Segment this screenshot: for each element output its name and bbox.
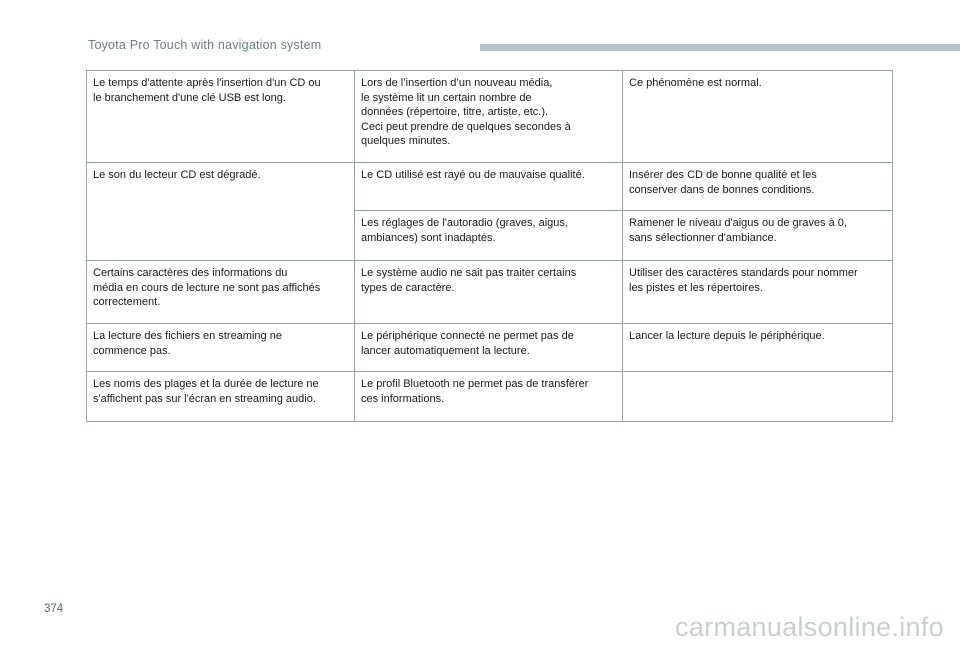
solution-cell: Lancer la lecture depuis le périphérique.	[623, 324, 893, 372]
table-row	[87, 261, 893, 324]
table-row	[87, 324, 893, 372]
problem-cell: La lecture des fichiers en streaming ne commence pas.	[87, 324, 355, 372]
solution-cell: Ramener le niveau d'aigus ou de graves à 0, sans sélectionner d'ambiance.	[623, 211, 893, 261]
cause-cell: Le système audio ne sait pas traiter certains types de caractère.	[355, 261, 623, 324]
page-number: 374	[44, 603, 64, 615]
problem-cell: Certains caractères des informations du média en cours de lecture ne sont pas affichés correctement.	[87, 261, 355, 324]
solution-cell	[623, 372, 893, 422]
header-title: Toyota Pro Touch with navigation system	[88, 38, 322, 52]
solution-cell: Ce phénomène est normal.	[623, 71, 893, 163]
troubleshooting-table	[86, 70, 893, 422]
cause-cell: Le périphérique connecté ne permet pas de lancer automatiquement la lecture.	[355, 324, 623, 372]
header-bar	[480, 44, 960, 51]
problem-cell: Les noms des plages et la durée de lecture ne s'affichent pas sur l'écran en streaming audio.	[87, 372, 355, 422]
watermark: carmanualsonline.info	[675, 612, 944, 642]
problem-cell: Le temps d'attente après l'insertion d'un CD ou le branchement d'une clé USB est long.	[87, 71, 355, 163]
solution-cell: Utiliser des caractères standards pour nommer les pistes et les répertoires.	[623, 261, 893, 324]
table-row	[87, 71, 893, 163]
solution-cell: Insérer des CD de bonne qualité et les conserver dans de bonnes conditions.	[623, 163, 893, 211]
cause-cell: Le CD utilisé est rayé ou de mauvaise qualité.	[355, 163, 623, 211]
table-row	[87, 372, 893, 422]
cause-cell: Le profil Bluetooth ne permet pas de transférer ces informations.	[355, 372, 623, 422]
cause-cell: Lors de l’insertion d’un nouveau média, le système lit un certain nombre de données (répertoire, titre, artiste, etc.). Ceci peut prendre de quelques secondes à quelques minutes.	[355, 71, 623, 163]
cause-cell: Les réglages de l'autoradio (graves, aigus, ambiances) sont inadaptés.	[355, 211, 623, 261]
table-row	[87, 163, 893, 211]
problem-cell: Le son du lecteur CD est dégradé.	[87, 163, 355, 261]
